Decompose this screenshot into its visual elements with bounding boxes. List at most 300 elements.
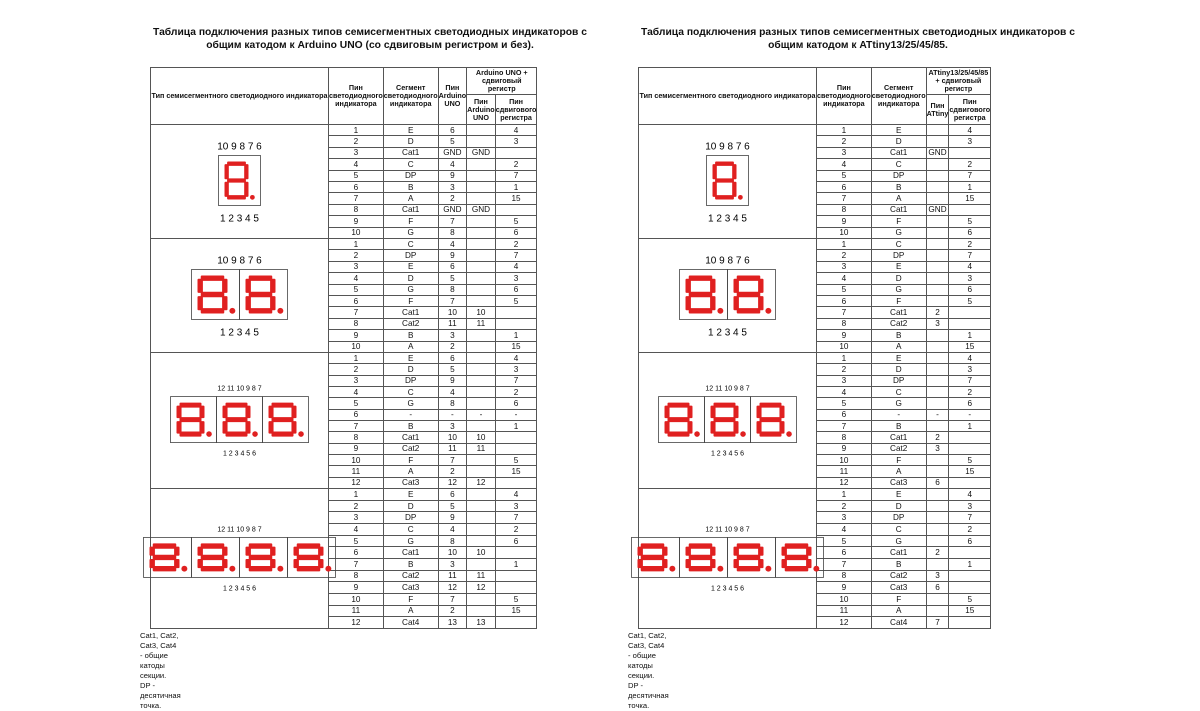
cell-segment: A: [871, 466, 926, 477]
cell-segment: B: [383, 181, 438, 192]
cell-pin: 4: [329, 387, 384, 398]
indicator-cell: [639, 353, 817, 489]
cell-pin: 9: [329, 216, 384, 227]
cell-group-mcu-pin: [926, 330, 949, 341]
title-line-1: Таблица подключения разных типов семисегментных светодиодных индикаторов с: [153, 27, 587, 38]
cell-segment: B: [871, 559, 926, 571]
cell-group-mcu-pin: [467, 466, 496, 477]
cell-register-pin: -: [495, 409, 537, 420]
cell-pin: 2: [329, 500, 384, 512]
cell-register-pin: 3: [495, 364, 537, 375]
cell-register-pin: [495, 204, 537, 215]
cell-pin: 4: [329, 159, 384, 170]
cell-segment: F: [871, 455, 926, 466]
cell-segment: G: [871, 535, 926, 547]
cell-segment: Cat2: [383, 318, 438, 329]
cell-group-mcu-pin: [926, 466, 949, 477]
cell-group-mcu-pin: [926, 593, 949, 605]
cell-group-mcu-pin: -: [926, 409, 949, 420]
cell-register-pin: 1: [495, 330, 537, 341]
cell-segment: DP: [383, 512, 438, 524]
page-title: [150, 26, 590, 52]
cell-pin: 8: [817, 432, 872, 443]
cell-segment: G: [383, 227, 438, 238]
cell-segment: A: [871, 193, 926, 204]
cell-segment: DP: [871, 170, 926, 181]
cell-register-pin: 2: [495, 239, 537, 250]
cell-segment: Cat4: [871, 617, 926, 629]
indicator-1-digit: [151, 125, 328, 236]
cell-register-pin: 1: [949, 181, 991, 192]
cell-group-mcu-pin: 3: [926, 570, 949, 582]
cell-segment: DP: [871, 375, 926, 386]
cell-pin: 2: [329, 136, 384, 147]
cell-register-pin: 1: [495, 181, 537, 192]
indicator-2-digit: [151, 239, 328, 350]
bottom-pin-labels: 1 2 3 4 5 6: [710, 450, 745, 458]
cell-segment: G: [383, 398, 438, 409]
cell-segment: F: [383, 455, 438, 466]
cell-group-mcu-pin: 2: [926, 307, 949, 318]
cell-register-pin: 15: [949, 193, 991, 204]
header-sub-register: Пин сдвигового регистра: [495, 95, 537, 125]
title-line-2: общим катодом к ATtiny13/25/45/85.: [768, 40, 948, 51]
cell-pin: 1: [817, 239, 872, 250]
cell-mcu-pin: 4: [438, 159, 467, 170]
cell-register-pin: 6: [495, 227, 537, 238]
cell-group-mcu-pin: [926, 341, 949, 352]
cell-segment: Cat4: [383, 617, 438, 629]
cell-pin: 2: [817, 136, 872, 147]
cell-pin: 4: [329, 524, 384, 536]
bottom-pin-labels: 1 2 3 4 5 6: [222, 585, 257, 593]
cell-segment: Cat3: [383, 477, 438, 488]
cell-mcu-pin: 6: [438, 489, 467, 501]
cell-pin: 5: [329, 170, 384, 181]
cell-segment: D: [871, 500, 926, 512]
cell-pin: 12: [329, 617, 384, 629]
cell-register-pin: [495, 582, 537, 594]
cell-segment: Cat2: [383, 443, 438, 454]
cell-register-pin: 2: [949, 239, 991, 250]
cell-pin: 7: [817, 421, 872, 432]
cell-group-mcu-pin: [926, 500, 949, 512]
cell-pin: 2: [329, 250, 384, 261]
cell-pin: 1: [817, 353, 872, 364]
cell-segment: G: [383, 284, 438, 295]
cell-register-pin: 5: [495, 295, 537, 306]
cell-group-mcu-pin: [926, 216, 949, 227]
cell-register-pin: 6: [949, 535, 991, 547]
cell-segment: C: [383, 387, 438, 398]
cell-pin: 12: [817, 477, 872, 488]
cell-segment: F: [383, 295, 438, 306]
pinout-table: [638, 67, 991, 629]
cell-group-mcu-pin: GND: [926, 204, 949, 215]
top-pin-labels: 10 9 8 7 6: [217, 255, 262, 267]
cell-register-pin: 3: [949, 136, 991, 147]
cell-pin: 8: [817, 318, 872, 329]
header-sub-register: Пин сдвигового регистра: [949, 95, 991, 125]
cell-group-mcu-pin: [467, 500, 496, 512]
cell-mcu-pin: 3: [438, 330, 467, 341]
cell-group-mcu-pin: [467, 559, 496, 571]
cell-register-pin: 3: [495, 136, 537, 147]
top-pin-labels: 12 11 10 9 8 7: [217, 385, 262, 393]
cell-register-pin: 4: [495, 489, 537, 501]
cell-segment: G: [871, 284, 926, 295]
cell-register-pin: 5: [949, 216, 991, 227]
cell-segment: C: [871, 239, 926, 250]
footnote: Cat1, Cat2, Cat3, Cat4 - общие катоды секции.: [140, 631, 179, 680]
cell-group-mcu-pin: 10: [467, 547, 496, 559]
cell-pin: 6: [817, 409, 872, 420]
cell-group-mcu-pin: -: [467, 409, 496, 420]
cell-register-pin: [495, 432, 537, 443]
bottom-pin-labels: 1 2 3 4 5 6: [710, 585, 745, 593]
cell-pin: 5: [817, 398, 872, 409]
cell-group-mcu-pin: [926, 295, 949, 306]
cell-register-pin: [949, 477, 991, 488]
cell-segment: F: [871, 295, 926, 306]
cell-group-mcu-pin: [467, 273, 496, 284]
cell-register-pin: 5: [949, 455, 991, 466]
cell-pin: 9: [329, 443, 384, 454]
cell-segment: B: [383, 330, 438, 341]
header-sub-mcu: Пин Arduino UNO: [467, 95, 496, 125]
cell-group-mcu-pin: [467, 535, 496, 547]
cell-segment: Cat1: [383, 307, 438, 318]
cell-segment: Cat2: [383, 570, 438, 582]
cell-segment: D: [871, 364, 926, 375]
top-pin-labels: 12 11 10 9 8 7: [217, 526, 262, 534]
cell-segment: B: [383, 421, 438, 432]
top-pin-labels: 12 11 10 9 8 7: [705, 385, 750, 393]
cell-group-mcu-pin: [467, 421, 496, 432]
cell-group-mcu-pin: [467, 364, 496, 375]
cell-segment: DP: [871, 250, 926, 261]
cell-group-mcu-pin: 13: [467, 617, 496, 629]
cell-group-mcu-pin: [467, 170, 496, 181]
cell-segment: G: [383, 535, 438, 547]
table-row: [639, 239, 991, 250]
cell-group-mcu-pin: 10: [467, 307, 496, 318]
cell-group-mcu-pin: [467, 353, 496, 364]
pinout-table: [150, 67, 537, 629]
cell-register-pin: 15: [495, 193, 537, 204]
cell-pin: 11: [329, 466, 384, 477]
cell-register-pin: 7: [949, 250, 991, 261]
cell-pin: 3: [817, 375, 872, 386]
cell-register-pin: 1: [949, 559, 991, 571]
cell-segment: B: [383, 559, 438, 571]
cell-register-pin: [949, 318, 991, 329]
cell-mcu-pin: 6: [438, 261, 467, 272]
cell-pin: 9: [817, 216, 872, 227]
cell-group-mcu-pin: [467, 455, 496, 466]
cell-pin: 8: [329, 204, 384, 215]
cell-register-pin: 7: [495, 170, 537, 181]
cell-mcu-pin: 3: [438, 421, 467, 432]
cell-group-mcu-pin: [926, 227, 949, 238]
cell-group-mcu-pin: [926, 605, 949, 617]
cell-pin: 4: [329, 273, 384, 284]
cell-segment: C: [383, 159, 438, 170]
cell-register-pin: 7: [949, 375, 991, 386]
header-type: Тип семисегментного светодиодного индикатора: [151, 68, 329, 125]
cell-pin: 10: [329, 593, 384, 605]
cell-pin: 10: [817, 593, 872, 605]
cell-register-pin: 6: [949, 227, 991, 238]
cell-group-mcu-pin: [926, 159, 949, 170]
cell-group-mcu-pin: [467, 295, 496, 306]
cell-segment: C: [871, 159, 926, 170]
cell-segment: Cat3: [871, 582, 926, 594]
cell-mcu-pin: 2: [438, 605, 467, 617]
cell-segment: Cat2: [871, 570, 926, 582]
cell-segment: Cat1: [383, 432, 438, 443]
cell-segment: E: [871, 353, 926, 364]
title-line-2: общим катодом к Arduino UNO (со сдвиговым регистром и без).: [206, 40, 534, 51]
table-row: [639, 489, 991, 501]
cell-group-mcu-pin: [926, 375, 949, 386]
cell-register-pin: 2: [949, 159, 991, 170]
cell-group-mcu-pin: [926, 535, 949, 547]
cell-group-mcu-pin: [467, 387, 496, 398]
cell-segment: Cat3: [383, 582, 438, 594]
cell-segment: Cat1: [383, 204, 438, 215]
cell-segment: C: [383, 524, 438, 536]
cell-segment: B: [871, 181, 926, 192]
cell-group-mcu-pin: [926, 261, 949, 272]
cell-register-pin: [495, 570, 537, 582]
cell-register-pin: [949, 307, 991, 318]
table-row: [639, 125, 991, 136]
cell-pin: 6: [817, 547, 872, 559]
cell-register-pin: [495, 307, 537, 318]
cell-segment: A: [383, 466, 438, 477]
cell-pin: 12: [329, 477, 384, 488]
cell-register-pin: [495, 318, 537, 329]
cell-register-pin: 7: [949, 512, 991, 524]
cell-register-pin: 3: [949, 500, 991, 512]
cell-mcu-pin: 10: [438, 307, 467, 318]
cell-group-mcu-pin: [926, 387, 949, 398]
cell-pin: 7: [817, 193, 872, 204]
top-pin-labels: 10 9 8 7 6: [705, 255, 750, 267]
cell-mcu-pin: 5: [438, 364, 467, 375]
cell-group-mcu-pin: [926, 170, 949, 181]
cell-segment: E: [871, 489, 926, 501]
table-row: [639, 353, 991, 364]
cell-pin: 1: [329, 489, 384, 501]
cell-pin: 2: [817, 250, 872, 261]
cell-segment: E: [383, 353, 438, 364]
cell-group-mcu-pin: [926, 239, 949, 250]
cell-pin: 2: [329, 364, 384, 375]
cell-segment: A: [871, 341, 926, 352]
cell-group-mcu-pin: 10: [467, 432, 496, 443]
cell-segment: A: [383, 193, 438, 204]
indicator-3-digit: [151, 353, 328, 486]
cell-group-mcu-pin: GND: [467, 147, 496, 158]
cell-pin: 1: [329, 353, 384, 364]
cell-group-mcu-pin: [467, 375, 496, 386]
cell-group-mcu-pin: [926, 273, 949, 284]
cell-pin: 6: [329, 547, 384, 559]
indicator-cell: [151, 353, 329, 489]
cell-group-mcu-pin: [926, 125, 949, 136]
cell-register-pin: [949, 547, 991, 559]
indicator-1-digit: [639, 125, 816, 236]
page-title: [638, 26, 1078, 52]
indicator-2-digit: [639, 239, 816, 350]
cell-segment: C: [871, 387, 926, 398]
cell-register-pin: 3: [949, 364, 991, 375]
top-pin-labels: 12 11 10 9 8 7: [705, 526, 750, 534]
cell-pin: 5: [817, 535, 872, 547]
cell-register-pin: 3: [949, 273, 991, 284]
cell-mcu-pin: 9: [438, 170, 467, 181]
cell-group-mcu-pin: [467, 524, 496, 536]
cell-pin: 2: [817, 364, 872, 375]
cell-register-pin: 6: [949, 398, 991, 409]
cell-group-mcu-pin: [926, 398, 949, 409]
cell-register-pin: 6: [949, 284, 991, 295]
cell-pin: 10: [329, 341, 384, 352]
cell-group-mcu-pin: [467, 216, 496, 227]
cell-mcu-pin: 11: [438, 443, 467, 454]
cell-register-pin: 5: [949, 295, 991, 306]
cell-segment: D: [871, 273, 926, 284]
cell-group-mcu-pin: [926, 284, 949, 295]
cell-register-pin: 4: [949, 125, 991, 136]
cell-pin: 3: [817, 147, 872, 158]
cell-group-mcu-pin: [467, 489, 496, 501]
cell-mcu-pin: 5: [438, 136, 467, 147]
cell-group-mcu-pin: [926, 489, 949, 501]
cell-group-mcu-pin: 6: [926, 582, 949, 594]
header-pin: Пин светодиодного индикатора: [329, 68, 384, 125]
cell-mcu-pin: 4: [438, 387, 467, 398]
cell-pin: 7: [817, 307, 872, 318]
cell-group-mcu-pin: [467, 398, 496, 409]
table-row: [151, 489, 537, 501]
cell-segment: Cat1: [871, 147, 926, 158]
cell-group-mcu-pin: [467, 227, 496, 238]
cell-mcu-pin: 9: [438, 512, 467, 524]
cell-pin: 10: [329, 227, 384, 238]
cell-mcu-pin: 12: [438, 477, 467, 488]
cell-group-mcu-pin: [926, 353, 949, 364]
cell-register-pin: -: [949, 409, 991, 420]
cell-mcu-pin: GND: [438, 204, 467, 215]
cell-segment: -: [383, 409, 438, 420]
cell-segment: B: [871, 330, 926, 341]
cell-segment: Cat1: [871, 307, 926, 318]
cell-group-mcu-pin: [467, 193, 496, 204]
cell-register-pin: 7: [949, 170, 991, 181]
cell-register-pin: 5: [949, 593, 991, 605]
cell-group-mcu-pin: [467, 512, 496, 524]
cell-pin: 7: [329, 559, 384, 571]
cell-pin: 5: [329, 535, 384, 547]
cell-mcu-pin: GND: [438, 147, 467, 158]
cell-pin: 12: [817, 617, 872, 629]
cell-register-pin: 6: [495, 284, 537, 295]
bottom-pin-labels: 1 2 3 4 5: [708, 327, 747, 339]
cell-group-mcu-pin: [926, 455, 949, 466]
cell-group-mcu-pin: GND: [467, 204, 496, 215]
cell-segment: C: [383, 239, 438, 250]
cell-segment: Cat1: [383, 147, 438, 158]
cell-mcu-pin: 5: [438, 273, 467, 284]
cell-group-mcu-pin: [926, 524, 949, 536]
cell-segment: DP: [383, 250, 438, 261]
cell-group-mcu-pin: GND: [926, 147, 949, 158]
top-pin-labels: 10 9 8 7 6: [705, 141, 750, 153]
cell-segment: Cat1: [383, 547, 438, 559]
cell-segment: A: [383, 341, 438, 352]
cell-group-mcu-pin: [467, 239, 496, 250]
top-pin-labels: 10 9 8 7 6: [217, 141, 262, 153]
cell-pin: 8: [329, 432, 384, 443]
cell-register-pin: 15: [949, 605, 991, 617]
cell-register-pin: 4: [495, 353, 537, 364]
cell-pin: 10: [329, 455, 384, 466]
header-group: ATtiny13/25/45/85 + сдвиговый регистр: [926, 68, 991, 95]
cell-group-mcu-pin: 6: [926, 477, 949, 488]
cell-group-mcu-pin: 2: [926, 432, 949, 443]
cell-register-pin: [495, 477, 537, 488]
cell-segment: Cat3: [871, 477, 926, 488]
table-row: [151, 353, 537, 364]
cell-register-pin: [495, 443, 537, 454]
cell-pin: 4: [817, 524, 872, 536]
cell-group-mcu-pin: [926, 181, 949, 192]
indicator-cell: [639, 125, 817, 239]
cell-mcu-pin: 7: [438, 295, 467, 306]
cell-segment: D: [871, 136, 926, 147]
cell-mcu-pin: 6: [438, 353, 467, 364]
cell-mcu-pin: 8: [438, 227, 467, 238]
cell-pin: 11: [329, 605, 384, 617]
footnotes: [628, 631, 669, 711]
indicator-cell: [639, 239, 817, 353]
cell-mcu-pin: 4: [438, 524, 467, 536]
cell-register-pin: 1: [495, 421, 537, 432]
cell-pin: 7: [329, 193, 384, 204]
header-segment: Сегмент светодиодного индикатора: [871, 68, 926, 125]
cell-register-pin: [949, 432, 991, 443]
cell-segment: DP: [383, 375, 438, 386]
cell-register-pin: [495, 547, 537, 559]
cell-pin: 7: [329, 307, 384, 318]
cell-mcu-pin: 3: [438, 559, 467, 571]
cell-pin: 5: [329, 398, 384, 409]
cell-pin: 10: [817, 455, 872, 466]
header-row: [639, 68, 991, 95]
cell-pin: 3: [329, 147, 384, 158]
cell-mcu-pin: 9: [438, 250, 467, 261]
cell-group-mcu-pin: 2: [926, 547, 949, 559]
cell-segment: E: [871, 125, 926, 136]
indicator-3-digit: [639, 353, 816, 486]
cell-pin: 3: [817, 261, 872, 272]
header-pin: Пин светодиодного индикатора: [817, 68, 872, 125]
cell-segment: Cat1: [871, 432, 926, 443]
cell-pin: 1: [329, 239, 384, 250]
